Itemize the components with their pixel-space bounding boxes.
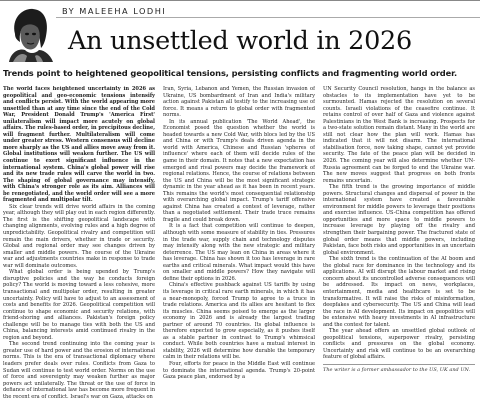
byline: BY MALEEHA LODHI <box>62 5 167 16</box>
column-2-paragraph-5: Four, efforts for peace in the Middle East will continue to dominate the international agenda. Trump's 20-point Gaza peace plan, endorsed by a <box>163 360 315 381</box>
column-1-paragraph-2: Six clear trends will drive world affairs in the coming year, although they will play out in each region differently. The first is the shifting geopolitical landscape with changing alignments, evolving rules and a high degree of unpredictability. Geopolitical rivalry and competition will remain the main drivers, whether in trade or security. Global and regional order may see changes driven by smaller and middle powers. The course of the Ukraine war and adjustments countries make in response to trade war will dominate outcomes. <box>3 203 155 269</box>
column-2-paragraph-1: Iran, Syria, Lebanon and Yemen, the Russian invasion of Ukraine, US bombardment of Iran and India's military action against Pakistan all testify to the increasing use of force. It means a return to global order with fragmented norms. <box>163 86 315 119</box>
author-portrait <box>3 4 53 62</box>
column-3 <box>323 86 475 414</box>
column-1 <box>3 86 155 414</box>
column-3-paragraph-2: The fifth trend is the growing importance of middle powers. Structural changes and dispersal of power in the international system have created a favourable environment for middle powers to leverage their positions and exercise influence. US-China competition has offered opportunities and more space to middle powers to increase leverage by playing off the rivalry and strengthen their bargaining power. The fractured state of global order means that middle powers, including Pakistan, face both risks and opportunities in an uncertain global environment. <box>323 184 475 256</box>
author-portrait-illustration <box>3 4 53 62</box>
column-2-paragraph-3: It is a fact that competition will continue to deepen, although with some measure of stability in ties. Pressures in the trade war, supply chain and technology disputes may intensify along with the new strategic and military deterrence. The US may lean on China in areas where it has leverage. China has shown it too has leverage in rare earths and critical minerals. What impact would this have on smaller and middle powers? How they navigate will define their options in 2026. <box>163 223 315 282</box>
column-1-paragraph-3: What global order is being upended by Trump's disruptive policies and the way he conducts foreign policy? The world is moving toward a less cohesive, more transactional and multipolar order, resulting in greater uncertainty. Policy will have to adjust to an assessment of costs and benefits for 2026. Geopolitical competition will continue to shape economic and security relations, with friend-shoring and alliances. Pakistan's foreign policy challenge will be to manage ties with both the US and China, balancing interests amid continued rivalry in the region and beyond. <box>3 269 155 341</box>
column-1-paragraph-4: The second trend continuing into the coming year is greater use of hard power and the erosion of international norms. This is the era of transactional diplomacy where leaders prefer deals over rules. Conflicts from Gaza to Sudan will continue to test world order. Norms on the use of force and sovereignty may weaken further as major powers act unilaterally. The threat or the use of force in defiance of international law has become more frequent in the recent era of conflict. Israel's war on Gaza, attacks on <box>3 341 155 400</box>
headline: An unsettled world in 2026 <box>68 26 412 56</box>
author-note: The writer is a former ambassador to the US, UK and UN. <box>323 364 475 373</box>
article-body <box>3 86 477 414</box>
column-3-paragraph-3: The sixth trend is the continuation of the AI boom and the global race for dominance in the technology and its applications. AI will disrupt the labour market and rising concern about its uncontrolled adverse consequences will be addressed. Its impact on news, workplaces, entertainment, media and healthcare is set to be transformative. It will raise the risks of misinformation, deepfakes and cybersecurity. The US and China will lead the race in AI development. Its impact on geopolitics will be extensive with heavy investments in AI infrastructure and the contest for talent. <box>323 256 475 328</box>
column-2-paragraph-2: In its annual publication 'The World Ahead', the Economist posed the question whether the world is headed towards a new Cold War, with blocs led by the US and China or with Trump's deals driven agenda in the world with America, Chinese and Russian 'spheres of influence' where each of them will decide rules of the game in their domain. It notes that a new expectation has emerged and rival powers may decide the framework of regional relations. Hence, the course of relations between the US and China will be the most significant strategic dynamic in the year ahead as it has been in recent years. This remains the world's most consequential relationship with overarching global impact. Trump's tariff offensive against China has created a contest of leverage, rather than a negotiated settlement. Their trade truce remains fragile and could break down. <box>163 118 315 223</box>
column-3-paragraph-1: UN Security Council resolution, hangs in the balance as obstacles to its implementation have yet to be surmounted. Hamas rejected the resolution on several counts. Israeli violations of the ceasefire continue. It retains control of over half of Gaza and violence against Palestinians in the West Bank is increasing. Prospects for a two-state solution remain distant. Many in the world are still not clear how the plan will work. Hamas has indicated that it will not disarm. The international stabilisation force, now taking shape, cannot yet provide security. The fate of the peace plan will be decided in 2026. The coming year will also determine whether UN-Russia agreement can be forged to end the Ukraine war. The new moves suggest that progress on both fronts remains uncertain. <box>323 86 475 184</box>
column-3-paragraph-4: The year ahead offers an unsettled global outlook of geopolitical tensions, superpower rivalry, persisting conflicts and pressures on the global economy. Uncertainty and risk will continue to be an overarching feature of global affairs. <box>323 328 475 361</box>
byline-bar <box>56 4 480 18</box>
standfirst: Trends point to heightened geopolitical tensions, persisting conflicts and fragmenting world order. <box>3 68 458 78</box>
column-2 <box>163 86 315 414</box>
top-rule <box>0 0 480 1</box>
column-1-paragraph-1: The world faces heightened uncertainty in 2026 as geopolitical and geo-economic tensions intensify and conflicts persist. With the world appearing more unsettled than at any time since the end of the Cold War, President Donald Trump's 'America First' unilateralism will impact more acutely on global affairs. The rules-based order, in precipitous decline, will fragment further. Multilateralism will come under greater stress. Western consensus will decline more sharply as the US and allies move away from it. Global institutions will weaken further. The US will continue to exert significant influence in the international system. China's global power will rise and its new trade rules will carve the world in two. The shaping of global governance may intensify, with China's stronger role as its aim. Alliances will be renegotiated, and the world order will see a more fragmented and multipolar tilt. <box>3 86 155 204</box>
column-2-paragraph-4: China's effective pushback against US tariffs by using its leverage in critical rare earth minerals, in which it has a near-monopoly, forced Trump to agree to a truce in trade relations. America and its allies are hesitant to flex its muscles. China seems poised to emerge as the larger economy in 2026 and is already the largest trading partner of around 70 countries. Its global influence is therefore expected to grow especially, as it pushes itself as a stable partner in contrast to Trump's whimsical conduct. While both countries have a mutual interest in stability, 2026 will determine how durable the temporary calm in their relations will be. <box>163 282 315 361</box>
